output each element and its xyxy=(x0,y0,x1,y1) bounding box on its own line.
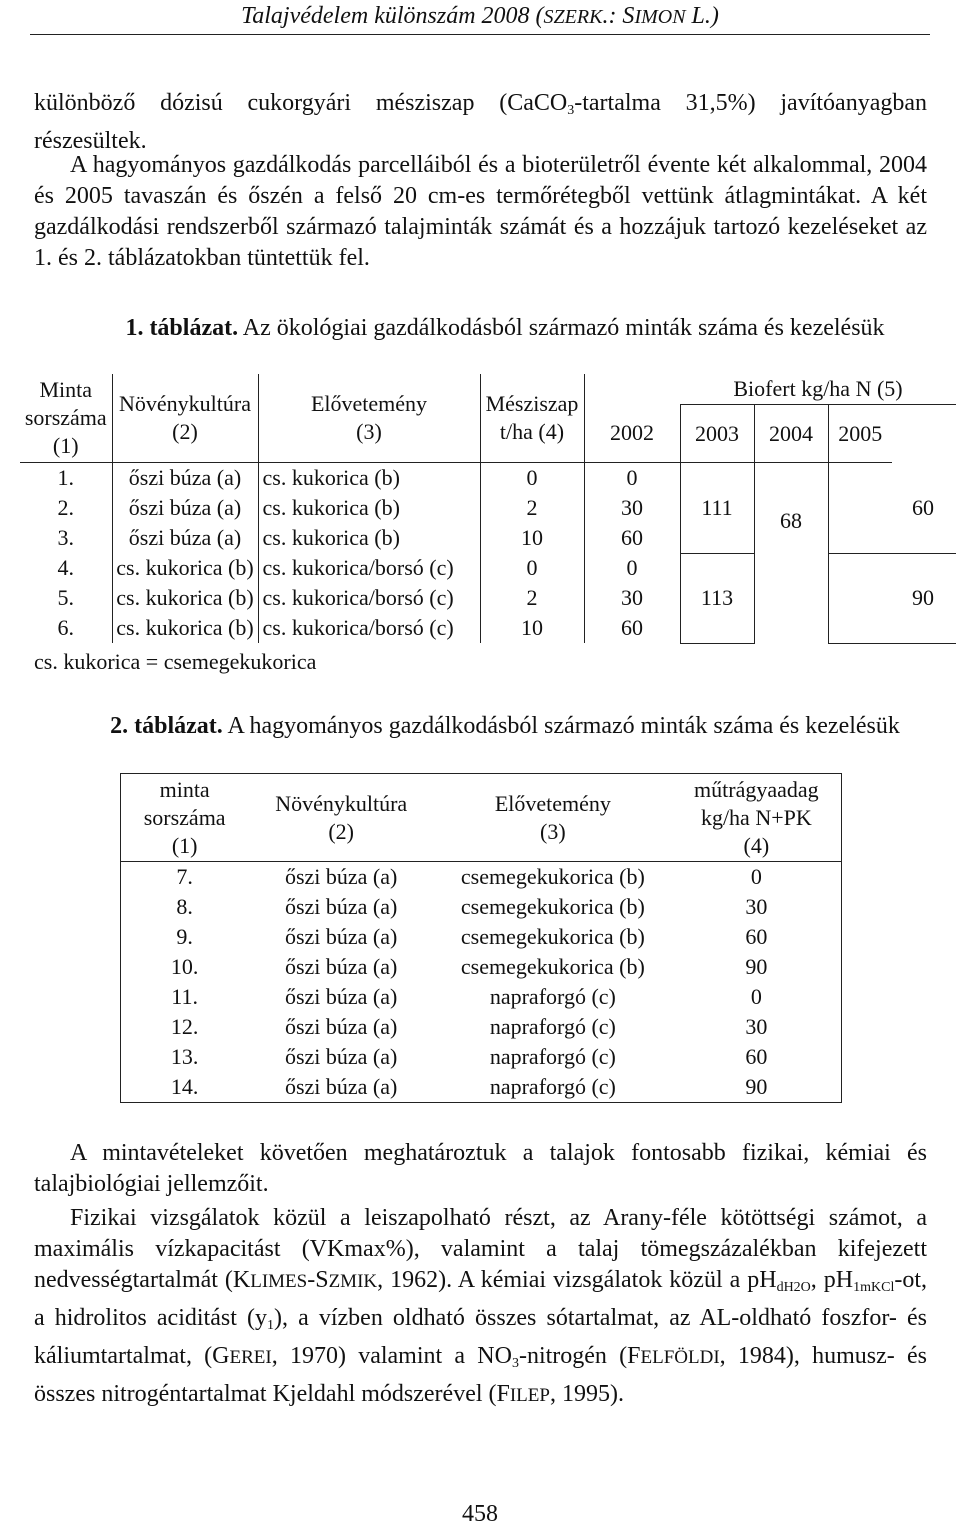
t2-row-crop: őszi búza (a) xyxy=(284,1074,398,1099)
t1-header-year-2004: 2004 xyxy=(754,405,828,463)
t1-row-precrop: cs. kukorica/borsó (c) xyxy=(258,613,480,643)
t2-row-fert: 60 xyxy=(745,924,768,949)
editor-open: ( xyxy=(535,3,544,29)
t2-row-fert: 60 xyxy=(745,1044,768,1069)
t1-row-2002: 60 xyxy=(621,615,643,640)
t1-row-no: 5. xyxy=(20,583,112,613)
t1-row-no: 4. xyxy=(20,553,112,583)
t1-header-biofert: Biofert kg/ha N (5) xyxy=(680,374,956,405)
t2-row-crop: őszi búza (a) xyxy=(284,1014,398,1039)
t1-row-2002: 30 xyxy=(621,585,643,610)
t1-row-lime: 0 xyxy=(480,463,584,494)
table1-caption-label: 1. táblázat. xyxy=(125,315,239,341)
table1-note: cs. kukorica = csemegekukorica xyxy=(34,649,317,674)
table2-caption-label: 2. táblázat. xyxy=(110,713,223,739)
paragraph-3 xyxy=(34,1138,927,1200)
t2-row-no: 11. xyxy=(171,984,198,1009)
t1-row-crop: cs. kukorica (b) xyxy=(112,613,258,643)
table2-caption xyxy=(95,711,915,742)
t1-header-crop: Növénykultúra (2) xyxy=(112,374,258,463)
t2-row-no: 12. xyxy=(170,1014,199,1039)
table2-caption-text: A hagyományos gazdálkodásból származó minták száma és kezelésük xyxy=(222,713,900,739)
table1-caption xyxy=(110,313,900,344)
t1-merged-2005-a: 60 xyxy=(828,463,956,554)
t2-row-fert: 30 xyxy=(745,894,768,919)
t1-row-crop: őszi búza (a) xyxy=(112,523,258,553)
table1 xyxy=(20,374,956,644)
t1-row-precrop: cs. kukorica/borsó (c) xyxy=(258,583,480,613)
editor-close: L.) xyxy=(685,3,719,29)
p2-text: A hagyományos gazdálkodás parcelláiból és a bioterületről évente két alkalommal, 2004 és 2005 tavaszán és őszén a felső 20 cm-es termőrétegből vettünk átlagmintákat. A két gazdálkodási rendszerből származó talajminták számát és a hozzájuk tartozó kezeléseket az 1. és 2. táblázatokban tüntettük fel. xyxy=(34,152,927,271)
t2-row-crop: őszi búza (a) xyxy=(284,1044,398,1069)
paragraph-1 xyxy=(34,88,927,157)
t1-row-lime: 10 xyxy=(480,613,584,643)
t2-row-fert: 0 xyxy=(750,864,762,889)
t1-header-year-2005: 2005 xyxy=(828,405,892,463)
t1-header-lime: Mésziszap t/ha (4) xyxy=(480,374,584,463)
t1-row-precrop: cs. kukorica (b) xyxy=(258,493,480,523)
t1-row-crop: cs. kukorica (b) xyxy=(112,553,258,583)
t1-merged-2005-b: 90 xyxy=(828,553,956,643)
t2-row-fert: 30 xyxy=(745,1014,768,1039)
t2-header-precrop: Elővetemény (3) xyxy=(434,774,672,862)
t2-row-fert: 90 xyxy=(745,1074,768,1099)
table1-caption-text: Az ökológiai gazdálkodásból származó minták száma és kezelésük xyxy=(238,315,885,341)
t1-row-lime: 2 xyxy=(480,583,584,613)
p1-tail: -tartalma 31,5%) javítóanyagban részesültek. xyxy=(34,90,927,154)
t1-row-precrop: cs. kukorica (b) xyxy=(258,523,480,553)
t1-row-precrop: cs. kukorica (b) xyxy=(258,463,480,494)
t2-row-no: 14. xyxy=(170,1074,199,1099)
t1-row-2002: 0 xyxy=(626,465,638,490)
t2-row-precrop: csemegekukorica (b) xyxy=(460,954,645,979)
editor-mid: .: S xyxy=(602,3,635,29)
t2-row-crop: őszi búza (a) xyxy=(284,924,398,949)
t2-row-crop: őszi búza (a) xyxy=(284,864,398,889)
t2-row-no: 7. xyxy=(176,864,193,889)
t2-row-precrop: napraforgó (c) xyxy=(489,1044,616,1069)
t1-row-crop: cs. kukorica (b) xyxy=(112,583,258,613)
t1-row-no: 6. xyxy=(20,613,112,643)
t1-row-lime: 10 xyxy=(480,523,584,553)
p3-text: A mintavételeket követően meghatároztuk a talajok fontosabb fizikai, kémiai és talajbiológiai jellemzőit. xyxy=(34,1140,927,1197)
p1-sub: 3 xyxy=(567,103,575,118)
t2-header-sample: minta sorszáma (1) xyxy=(121,774,249,862)
t1-row-no: 1. xyxy=(20,463,112,494)
t1-merged-2003-a: 111 xyxy=(680,463,754,554)
t1-header-year-2003: 2003 xyxy=(680,405,754,463)
paragraph-2 xyxy=(34,150,927,274)
t1-merged-2004: 68 xyxy=(754,463,828,644)
header-rule xyxy=(30,34,930,35)
t2-row-precrop: napraforgó (c) xyxy=(489,1074,616,1099)
running-header xyxy=(30,2,930,31)
editor-abbrev: SZERK xyxy=(543,6,603,28)
t2-row-precrop: napraforgó (c) xyxy=(489,1014,616,1039)
p1-text: különböző dózisú cukorgyári mésziszap (CaCO xyxy=(34,90,568,116)
t1-row-lime: 2 xyxy=(480,493,584,523)
t2-row-fert: 90 xyxy=(745,954,768,979)
t2-row-crop: őszi búza (a) xyxy=(284,954,398,979)
t1-header-sample: Minta sorszáma (1) xyxy=(20,374,112,463)
t1-merged-2003-b: 113 xyxy=(680,553,754,643)
t1-row-no: 2. xyxy=(20,493,112,523)
t2-row-no: 10. xyxy=(170,954,199,979)
t2-row-no: 8. xyxy=(176,894,193,919)
t1-row-precrop: cs. kukorica/borsó (c) xyxy=(258,553,480,583)
t1-header-year-2002: 2002 xyxy=(584,405,680,463)
t1-row-2002: 0 xyxy=(626,555,638,580)
t1-row-no: 3. xyxy=(20,523,112,553)
page-number: 458 xyxy=(462,1501,498,1527)
t1-row-crop: őszi búza (a) xyxy=(112,493,258,523)
t1-row-2002: 30 xyxy=(621,495,643,520)
paragraph-4: Fizikai vizsgálatok közül a leiszapolható részt, az Arany-féle kötöttségi számot, a maximális vízkapacitást (VKmax%), valamint a talaj tömegszázalékban kifejezett nedvességtartalmát (KLIMES-SZMIK, 1962). A kémiai vizsgálatok közül a $pH_{dH2O}$, $pH_{1mKCl}-ot$, a hidrolitos aciditást $(y_1)$, a vízben oldható összes sótartalmat, az AL-oldható foszfor- és káliumtartalmat, (GEREI, 1970) valamint a $NO_3$-nitrogén (FELFÖLDI, 1984), humusz- és összes nitrogéntartalmat Kjeldahl módszerével (FILEP, 1995). xyxy=(34,1205,928,1407)
t2-row-precrop: csemegekukorica (b) xyxy=(460,864,645,889)
editor-name: IMON xyxy=(634,6,686,28)
t2-row-no: 13. xyxy=(170,1044,199,1069)
journal-title: Talajvédelem különszám 2008 xyxy=(241,3,530,29)
t2-header-fert: műtrágyaadag kg/ha N+PK (4) xyxy=(672,774,842,862)
t1-row-2002: 60 xyxy=(621,525,643,550)
t2-row-fert: 0 xyxy=(750,984,762,1009)
t2-header-crop: Növénykultúra (2) xyxy=(248,774,434,862)
t1-header-precrop: Elővetemény (3) xyxy=(258,374,480,463)
t2-row-precrop: csemegekukorica (b) xyxy=(460,894,645,919)
t2-row-no: 9. xyxy=(176,924,193,949)
t1-row-crop: őszi búza (a) xyxy=(112,463,258,494)
table2 xyxy=(120,773,842,1103)
t2-row-crop: őszi búza (a) xyxy=(284,894,398,919)
t1-row-lime: 0 xyxy=(480,553,584,583)
t2-row-precrop: napraforgó (c) xyxy=(489,984,616,1009)
t2-row-crop: őszi búza (a) xyxy=(284,984,398,1009)
t2-row-precrop: csemegekukorica (b) xyxy=(460,924,645,949)
